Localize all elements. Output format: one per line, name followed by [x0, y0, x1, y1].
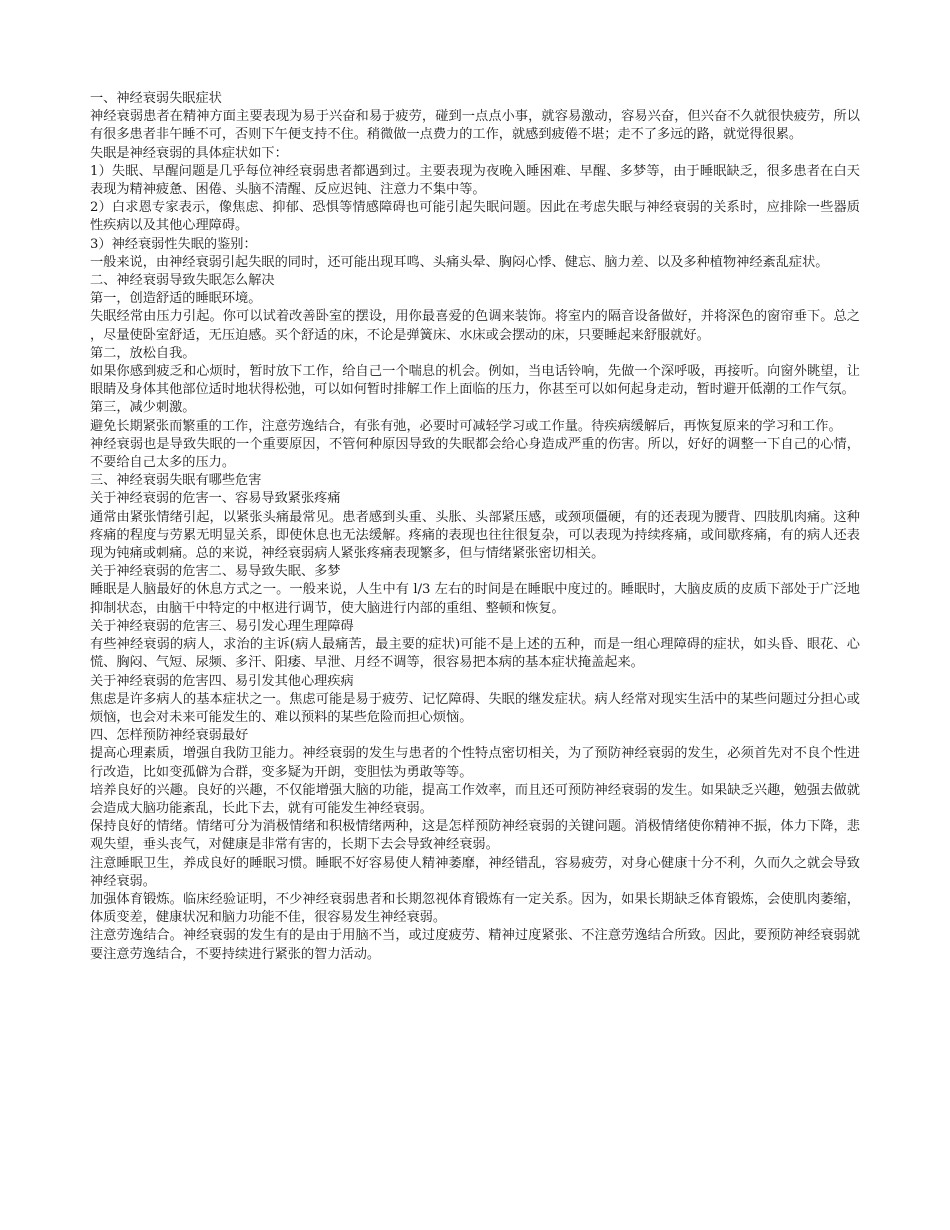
paragraph: 注意睡眠卫生，养成良好的睡眠习惯。睡眠不好容易使人精神萎靡，神经错乱，容易疲劳，对身心健康十分不利，久而久之就会导致神经衰弱。: [90, 855, 860, 889]
paragraph: 培养良好的兴趣。良好的兴趣，不仅能增强大脑的功能，提高工作效率，而且还可预防神经衰弱的发生。如果缺乏兴趣，勉强去做就会造成大脑功能紊乱，长此下去，就有可能发生神经衰弱。: [90, 782, 860, 816]
section-heading: 三、神经衰弱失眠有哪些危害: [90, 473, 262, 489]
section-heading: 一、神经衰弱失眠症状: [90, 91, 222, 106]
paragraph: 注意劳逸结合。神经衰弱的发生有的是由于用脑不当，或过度疲劳、精神过度紧张、不注意劳逸结合所致。因此，要预防神经衰弱就要注意劳逸结合，不要持续进行紧张的智力活动。: [90, 928, 860, 962]
paragraph: 如果你感到疲乏和心烦时，暂时放下工作，给自己一个喘息的机会。例如，当电话铃响，先做一个深呼吸，再接听。向窗外眺望，让眼睛及身体其他部位适时地状得松弛，可以如何暂时排解工作上面临的压力，你甚至可以如何起身走动，暂时避开低潮的工作气氛。: [90, 364, 860, 398]
paragraph: 神经衰弱也是导致失眠的一个重要原因，不管何种原因导致的失眠都会给心身造成严重的伤害。所以，好好的调整一下自己的心情，不要给自己太多的压力。: [90, 436, 860, 471]
document-body: [90, 90, 860, 964]
subheading: 关于神经衰弱的危害四、易引发其他心理疾病: [90, 673, 354, 689]
section-heading: 四、怎样预防神经衰弱最好: [90, 728, 249, 744]
subheading: 关于神经衰弱的危害三、易引发心理生理障碍: [90, 618, 354, 634]
paragraph: 一般来说，由神经衰弱引起失眠的同时，还可能出现耳鸣、头痛头晕、胸闷心悸、健忘、脑力差、以及多种植物神经紊乱症状。: [90, 254, 829, 270]
paragraph: 3）神经衰弱性失眠的鉴别：: [90, 236, 257, 252]
paragraph: 提高心理素质，增强自我防卫能力。神经衰弱的发生与患者的个性特点密切相关，为了预防神经衰弱的发生，必须首先对不良个性进行改造，比如变孤僻为合群，变多疑为开朗，变胆怯为勇敢等等。: [90, 746, 860, 780]
paragraph: 2）白求恩专家表示，像焦虑、抑郁、恐惧等情感障碍也可能引起失眠问题。因此在考虑失眠与神经衰弱的关系时，应排除一些器质性疾病以及其他心理障碍。: [90, 200, 860, 234]
paragraph: 失眠是神经衰弱的具体症状如下：: [90, 145, 288, 161]
subheading: 第三，减少刺激。: [90, 400, 196, 416]
paragraph: 加强体育锻炼。临床经验证明，不少神经衰弱患者和长期忽视体育锻炼有一定关系。因为，如果长期缺乏体育锻炼，会使肌肉萎缩，体质变差，健康状况和脑力功能不佳，很容易发生神经衰弱。: [90, 891, 860, 926]
paragraph: 有些神经衰弱的病人，求治的主诉(病人最痛苦，最主要的症状)可能不是上述的五种，而是一组心理障碍的症状，如头昏、眼花、心慌、胸闷、气短、尿频、多汗、阳痿、早泄、月经不调等，很容易把本病的基本症状掩盖起来。: [90, 637, 860, 671]
subheading: 关于神经衰弱的危害一、容易导致紧张疼痛: [90, 491, 341, 507]
paragraph: 保持良好的情绪。情绪可分为消极情绪和积极情绪两种，这是怎样预防神经衰弱的关键问题。消极情绪使你精神不振，体力下降，悲观失望，垂头丧气，对健康是非常有害的，长期下去会导致神经衰弱。: [90, 819, 860, 853]
paragraph: 失眠经常由压力引起。你可以试着改善卧室的摆设，用你最喜爱的色调来装饰。将室内的隔音设备做好，并将深色的窗帘垂下。总之，尽量使卧室舒适，无压迫感。买个舒适的床，不论是弹簧床、水床或会摆动的床，只要睡起来舒服就好。: [90, 309, 860, 343]
paragraph: 通常由紧张情绪引起，以紧张头痛最常见。患者感到头重、头胀、头部紧压感，或颈项僵硬，有的还表现为腰背、四肢肌肉痛。这种疼痛的程度与劳累无明显关系，即使休息也无法缓解。疼痛的表现也往往很复杂，可以表现为持续疼痛，或间歇疼痛，有的病人还表现为钝痛或刺痛。总的来说，神经衰弱病人紧张疼痛表现繁多，但与情绪紧张密切相关。: [90, 509, 860, 562]
section-heading: 二、神经衰弱导致失眠怎么解决: [90, 273, 275, 289]
paragraph: 避免长期紧张而繁重的工作，注意劳逸结合，有张有弛，必要时可减轻学习或工作量。待疾病缓解后，再恢复原来的学习和工作。: [90, 418, 842, 434]
paragraph: 1）失眠、早醒问题是几乎每位神经衰弱患者都遇到过。主要表现为夜晚入睡困难、早醒、多梦等，由于睡眠缺乏，很多患者在白天表现为精神疲惫、困倦、头脑不清醒、反应迟钝、注意力不集中等。: [90, 163, 860, 198]
subheading: 关于神经衰弱的危害二、易导致失眠、多梦: [90, 564, 341, 580]
paragraph: 神经衰弱患者在精神方面主要表现为易于兴奋和易于疲劳，碰到一点点小事，就容易激动，容易兴奋，但兴奋不久就很快疲劳，所以有很多患者非午睡不可，否则下午便支持不住。稍微做一点费力的工作，就感到疲倦不堪；走不了多远的路，就觉得很累。: [90, 109, 860, 143]
paragraph: 焦虑是许多病人的基本症状之一。焦虑可能是易于疲劳、记忆障碍、失眠的继发症状。病人经常对现实生活中的某些问题过分担心或烦恼，也会对未来可能发生的、难以预料的某些危险而担心烦恼。: [90, 691, 860, 725]
subheading: 第二，放松自我。: [90, 345, 196, 361]
paragraph: 睡眠是人脑最好的休息方式之一。一般来说，人生中有 l/3 左右的时间是在睡眠中度过的。睡眠时，大脑皮质的皮质下部处于广泛地抑制状态，由脑干中特定的中枢进行调节，使大脑进行内部的重组、整顿和恢复。: [90, 582, 860, 616]
subheading: 第一，创造舒适的睡眠环境。: [90, 291, 262, 307]
